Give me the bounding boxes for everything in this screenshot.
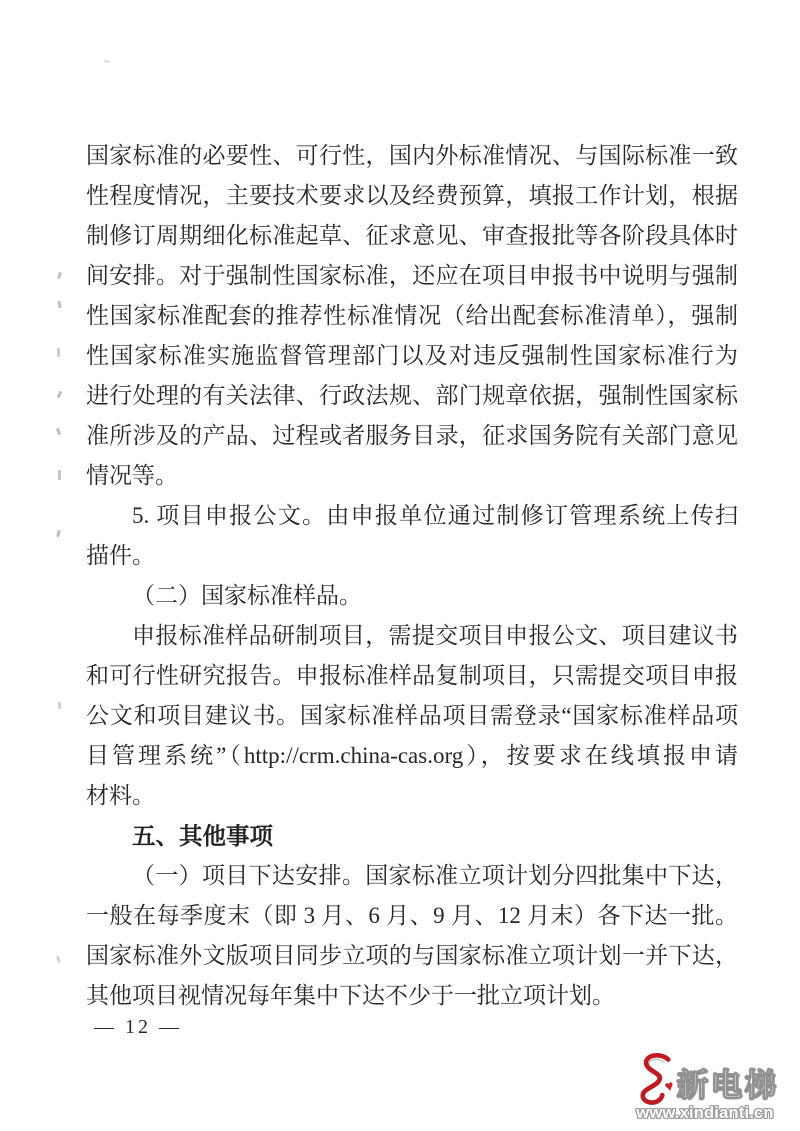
text-line: 一般在每季度末（即 3 月、6 月、9 月、12 月末）各下达一批。 xyxy=(86,903,738,928)
text-line: 性程度情况，主要技术要求以及经费预算，填报工作计划，根据 xyxy=(86,183,738,208)
text-line: 进行处理的有关法律、行政法规、部门规章依据，强制性国家标 xyxy=(86,383,738,408)
text-line: 描件。 xyxy=(86,543,155,568)
text-line: 公文和项目建议书。国家标准样品项目需登录“国家标准样品项 xyxy=(86,703,738,728)
scan-artifact xyxy=(57,301,61,308)
scan-artifact xyxy=(56,530,60,537)
text-line: 材料。 xyxy=(86,783,155,808)
scan-artifact xyxy=(57,272,62,280)
scan-artifact xyxy=(56,956,61,964)
calligraphic-8-icon xyxy=(631,1050,675,1108)
section-heading: 五、其他事项 xyxy=(132,823,273,849)
text-line: 国家标准外文版项目同步立项的与国家标准立项计划一并下达， xyxy=(86,943,738,968)
scan-artifact xyxy=(104,60,110,63)
heart-icon: ♥ xyxy=(663,1078,676,1096)
text-line: 和可行性研究报告。申报标准样品复制项目，只需提交项目申报 xyxy=(86,663,738,688)
document-body xyxy=(86,136,738,1016)
text-line: 国家标准的必要性、可行性，国内外标准情况、与国际标准一致 xyxy=(86,143,738,168)
text-line: 制修订周期细化标准起草、征求意见、审查报批等各阶段具体时 xyxy=(86,223,738,248)
text-line: 情况等。 xyxy=(86,463,178,488)
text-line: 目管理系统”（http://crm.china-cas.org），按要求在线填报申请 xyxy=(86,743,738,768)
text-line: 准所涉及的产品、过程或者服务目录，征求国务院有关部门意见 xyxy=(86,423,738,448)
scan-artifact xyxy=(58,470,61,480)
text-line: （一）项目下达安排。国家标准立项计划分四批集中下达， xyxy=(132,863,738,888)
text-line: 申报标准样品研制项目，需提交项目申报公文、项目建议书 xyxy=(132,623,738,648)
text-line: （二）国家标准样品。 xyxy=(132,583,362,608)
scan-artifact xyxy=(57,391,63,399)
text-line: 性国家标准实施监督管理部门以及对违反强制性国家标准行为 xyxy=(86,343,738,368)
scan-artifact xyxy=(57,348,60,357)
text-line: 5. 项目申报公文。由申报单位通过制修订管理系统上传扫 xyxy=(132,503,738,528)
watermark-logo xyxy=(615,1057,795,1123)
text-line: 其他项目视情况每年集中下达不少于一批立项计划。 xyxy=(86,983,615,1008)
text-line: 间安排。对于强制性国家标准，还应在项目申报书中说明与强制 xyxy=(86,263,738,288)
brand-name: 新电梯 xyxy=(677,1067,779,1103)
scan-artifact xyxy=(56,428,61,436)
brand-url: www.xindianti.cn xyxy=(636,1104,774,1122)
watermark-top-row xyxy=(615,1057,795,1107)
scan-artifact xyxy=(58,702,61,709)
page-number: — 12 — xyxy=(94,1016,182,1038)
text-line: 性国家标准配套的推荐性标准情况（给出配套标准清单），强制 xyxy=(86,303,738,328)
